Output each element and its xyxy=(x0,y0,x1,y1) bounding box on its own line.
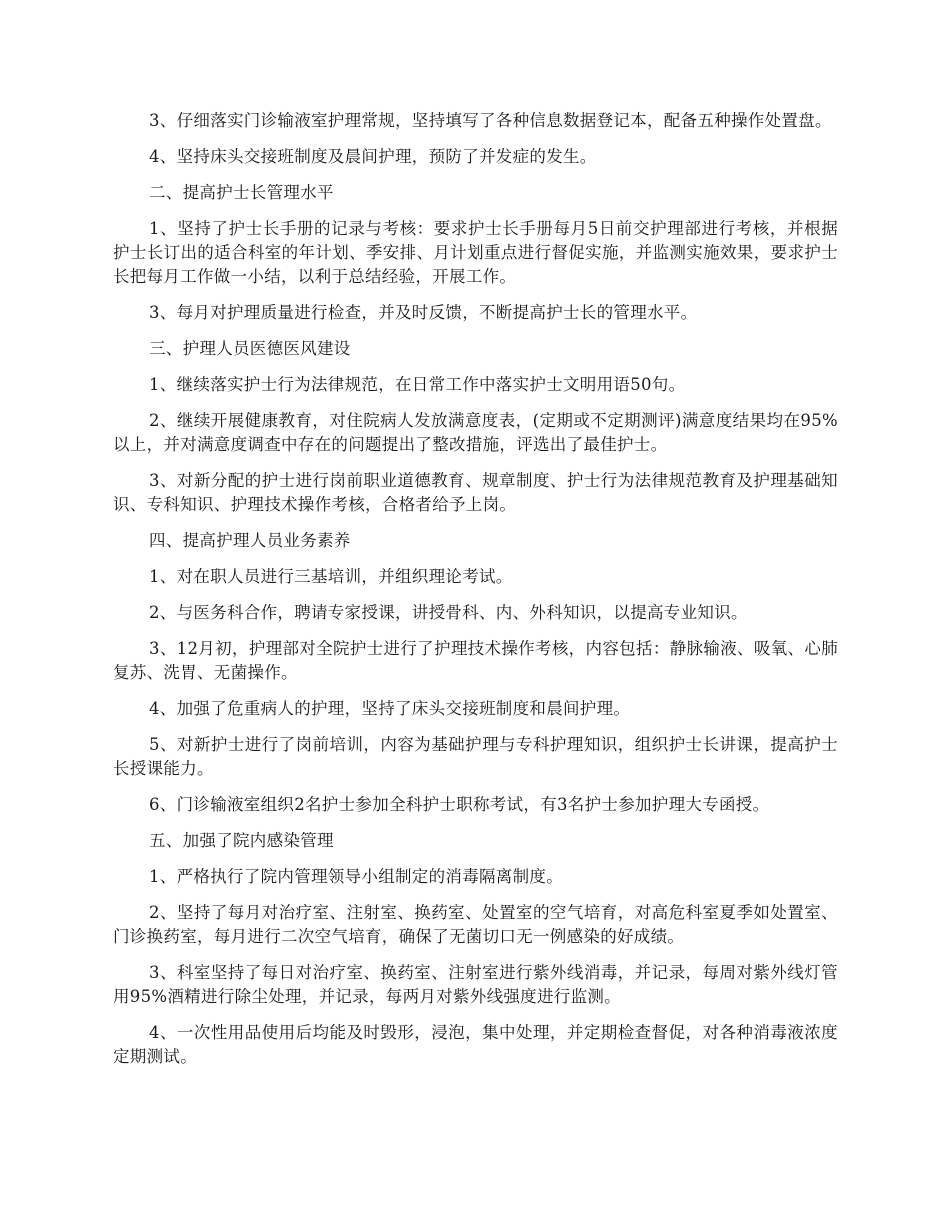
paragraph-s4-3: 3、12月初，护理部对全院护士进行了护理技术操作考核，内容包括：静脉输液、吸氧、心肺复苏、洗胃、无菌操作。 xyxy=(113,639,838,682)
paragraph-practice-4: 4、坚持床头交接班制度及晨间护理，预防了并发症的发生。 xyxy=(149,147,597,166)
paragraph-s4-5: 5、对新护士进行了岗前培训，内容为基础护理与专科护理知识，组织护士长讲课，提高护士长授课能力。 xyxy=(113,735,838,778)
paragraph-s5-4: 4、一次性用品使用后均能及时毁形，浸泡，集中处理，并定期检查督促，对各种消毒液浓度定期测试。 xyxy=(113,1023,838,1066)
paragraph-s5-2: 2、坚持了每月对治疗室、注射室、换药室、处置室的空气培育，对高危科室夏季如处置室、门诊换药室，每月进行二次空气培育，确保了无菌切口无一例感染的好成绩。 xyxy=(113,903,838,946)
section-heading-4: 四、提高护理人员业务素养 xyxy=(149,531,351,550)
paragraph-s4-1: 1、对在职人员进行三基培训，并组织理论考试。 xyxy=(149,567,513,586)
section-heading-2: 二、提高护士长管理水平 xyxy=(149,183,334,202)
paragraph-s2-3: 3、每月对护理质量进行检查，并及时反馈，不断提高护士长的管理水平。 xyxy=(149,303,698,322)
paragraph-s2-1: 1、坚持了护士长手册的记录与考核：要求护士长手册每月5日前交护理部进行考核，并根据护士长订出的适合科室的年计划、季安排、月计划重点进行督促实施，并监测实施效果，要求护士长把每月工作做一小结，以利于总结经验，开展工作。 xyxy=(113,219,838,286)
paragraph-s4-6: 6、门诊输液室组织2名护士参加全科护士职称考试，有3名护士参加护理大专函授。 xyxy=(149,795,770,814)
paragraph-practice-3: 3、仔细落实门诊输液室护理常规，坚持填写了各种信息数据登记本，配备五种操作处置盘。 xyxy=(149,111,832,130)
document-body xyxy=(113,109,838,1081)
paragraph-s5-3: 3、科室坚持了每日对治疗室、换药室、注射室进行紫外线消毒，并记录，每周对紫外线灯管用95%酒精进行除尘处理，并记录，每两月对紫外线强度进行监测。 xyxy=(113,963,838,1006)
paragraph-s3-1: 1、继续落实护士行为法律规范，在日常工作中落实护士文明用语50句。 xyxy=(149,375,686,394)
paragraph-s4-4: 4、加强了危重病人的护理，坚持了床头交接班制度和晨间护理。 xyxy=(149,699,631,718)
paragraph-s5-1: 1、严格执行了院内管理领导小组制定的消毒隔离制度。 xyxy=(149,867,563,886)
paragraph-s3-3: 3、对新分配的护士进行岗前职业道德教育、规章制度、护士行为法律规范教育及护理基础知识、专科知识、护理技术操作考核，合格者给予上岗。 xyxy=(113,471,838,514)
section-heading-3: 三、护理人员医德医风建设 xyxy=(149,339,351,358)
paragraph-s4-2: 2、与医务科合作，聘请专家授课，讲授骨科、内、外科知识，以提高专业知识。 xyxy=(149,603,748,622)
section-heading-5: 五、加强了院内感染管理 xyxy=(149,831,334,850)
paragraph-s3-2: 2、继续开展健康教育，对住院病人发放满意度表，(定期或不定期测评)满意度结果均在95%以上，并对满意度调查中存在的问题提出了整改措施，评选出了最佳护士。 xyxy=(113,411,838,454)
